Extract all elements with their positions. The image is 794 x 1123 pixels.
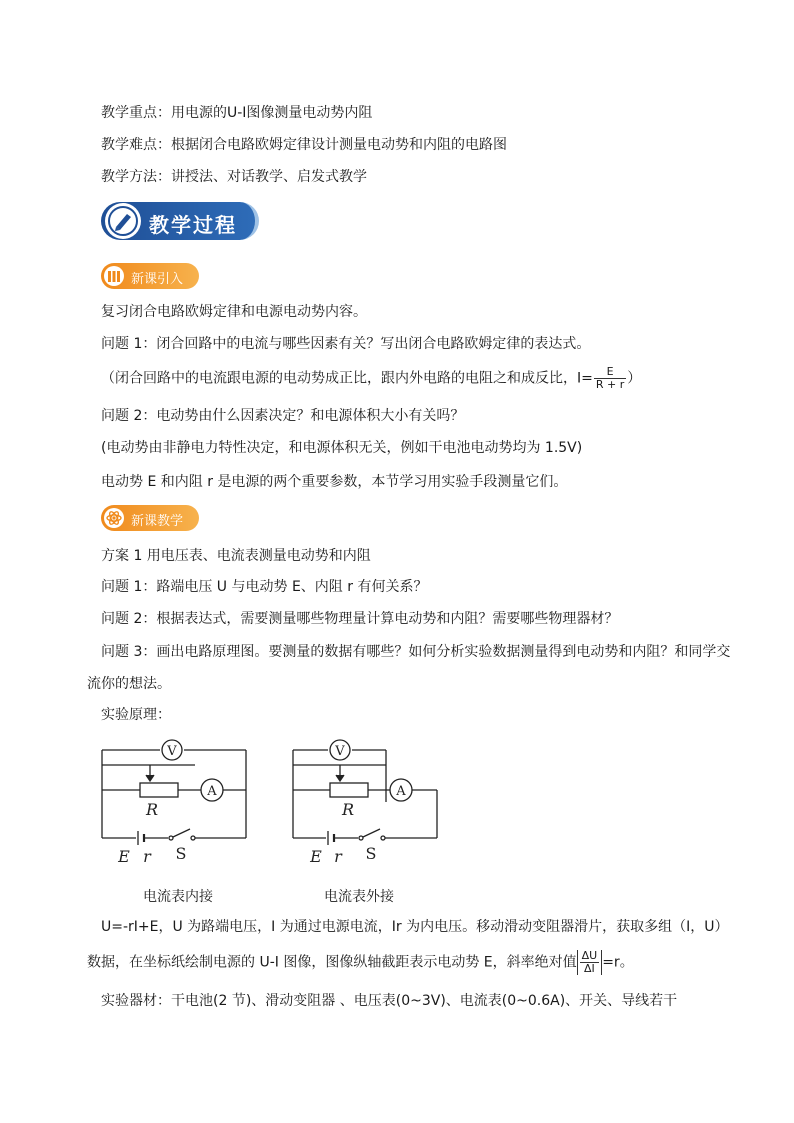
explain-line-2: [87, 950, 634, 975]
slope-numerator: ΔU: [581, 949, 598, 962]
slope-fraction: [580, 950, 600, 975]
circuit-external: [293, 740, 437, 845]
explain-line-1: U=-rI+E，U 为路端电压，I 为通过电源电流，Ir 为内电压。移动滑动变阻器滑片，获取多组（I，U）: [101, 919, 729, 935]
section-badge-new-lesson: [101, 505, 199, 531]
section-badge-intro: [101, 263, 199, 289]
rheostat-label-1: R: [145, 800, 159, 819]
explain-line-2-suffix: =r。: [602, 954, 634, 971]
internal-r-label-2: r: [334, 847, 342, 866]
ohm-law-fraction: [594, 366, 626, 391]
review-text: 复习闭合电路欧姆定律和电源电动势内容。: [101, 304, 367, 320]
switch-label-2: S: [365, 844, 377, 863]
equipment-text: 实验器材：干电池(2 节)、滑动变阻器 、电压表(0~3V)、电流表(0~0.6A)、开关、导线若干: [101, 993, 678, 1009]
circuit-diagrams: [90, 735, 460, 870]
section-badge-label: 新课教学: [131, 514, 184, 529]
internal-r-label-1: r: [143, 847, 151, 866]
answer-1-suffix: ）: [627, 370, 642, 387]
emf-label-1: E: [118, 847, 130, 866]
question-1-b: 问题 1：路端电压 U 与电动势 E、内阻 r 有何关系？: [101, 579, 428, 595]
answer-1-text: （闭合回路中的电流跟电源的电动势成正比，跟内外电路的电阻之和成反比，I=: [101, 370, 593, 387]
summary-text: 电动势 E 和内阻 r 是电源的两个重要参数，本节学习用实验手段测量它们。: [101, 474, 568, 490]
rheostat-label-2: R: [341, 800, 355, 819]
voltmeter-label-2: V: [335, 744, 345, 759]
books-icon: [104, 266, 124, 286]
teaching-process-banner: [101, 200, 259, 242]
voltmeter-label-1: V: [167, 744, 177, 759]
answer-2: (电动势由非静电力特性决定，和电源体积无关，例如干电池电动势均为 1.5V): [101, 440, 583, 456]
atom-icon: [104, 508, 124, 528]
explain-line-2-text: 数据，在坐标纸绘制电源的 U-I 图像，图像纵轴截距表示电动势 E，斜率绝对值: [87, 954, 577, 971]
section-badge-label: 新课引入: [131, 272, 184, 287]
ammeter-label-1: A: [207, 784, 217, 799]
question-2: 问题 2：电动势由什么因素决定？和电源体积大小有关吗？: [101, 408, 465, 424]
plan-1: 方案 1 用电压表、电流表测量电动势和内阻: [101, 548, 371, 564]
question-2-b: 问题 2：根据表达式，需要测量哪些物理量计算电动势和内阻？需要哪些物理器材？: [101, 611, 619, 627]
caption-external: 电流表外接: [324, 889, 394, 905]
slope-denominator: ΔI: [584, 962, 595, 975]
caption-internal: 电流表内接: [143, 889, 213, 905]
question-1: 问题 1：闭合回路中的电流与哪些因素有关？写出闭合电路欧姆定律的表达式。: [101, 336, 591, 352]
question-3-line-2: 流你的想法。: [87, 676, 171, 692]
ammeter-label-2: A: [396, 784, 406, 799]
teaching-difficulty: 教学难点：根据闭合电路欧姆定律设计测量电动势和内阻的电路图: [101, 137, 507, 153]
principle-label: 实验原理：: [101, 707, 171, 723]
answer-1: [101, 366, 641, 391]
slope-abs: [577, 950, 603, 975]
pencil-icon: [105, 203, 141, 239]
banner-title: 教学过程: [149, 213, 237, 237]
switch-label-1: S: [175, 844, 187, 863]
emf-label-2: E: [310, 847, 322, 866]
fraction-denominator: R + r: [595, 378, 625, 391]
fraction-numerator: E: [594, 366, 626, 379]
question-3-line-1: 问题 3：画出电路原理图。要测量的数据有哪些？如何分析实验数据测量得到电动势和内阻？和同学交: [101, 644, 731, 660]
teaching-focus: 教学重点：用电源的U-I图像测量电动势内阻: [101, 105, 373, 121]
teaching-method: 教学方法：讲授法、对话教学、启发式教学: [101, 169, 367, 185]
